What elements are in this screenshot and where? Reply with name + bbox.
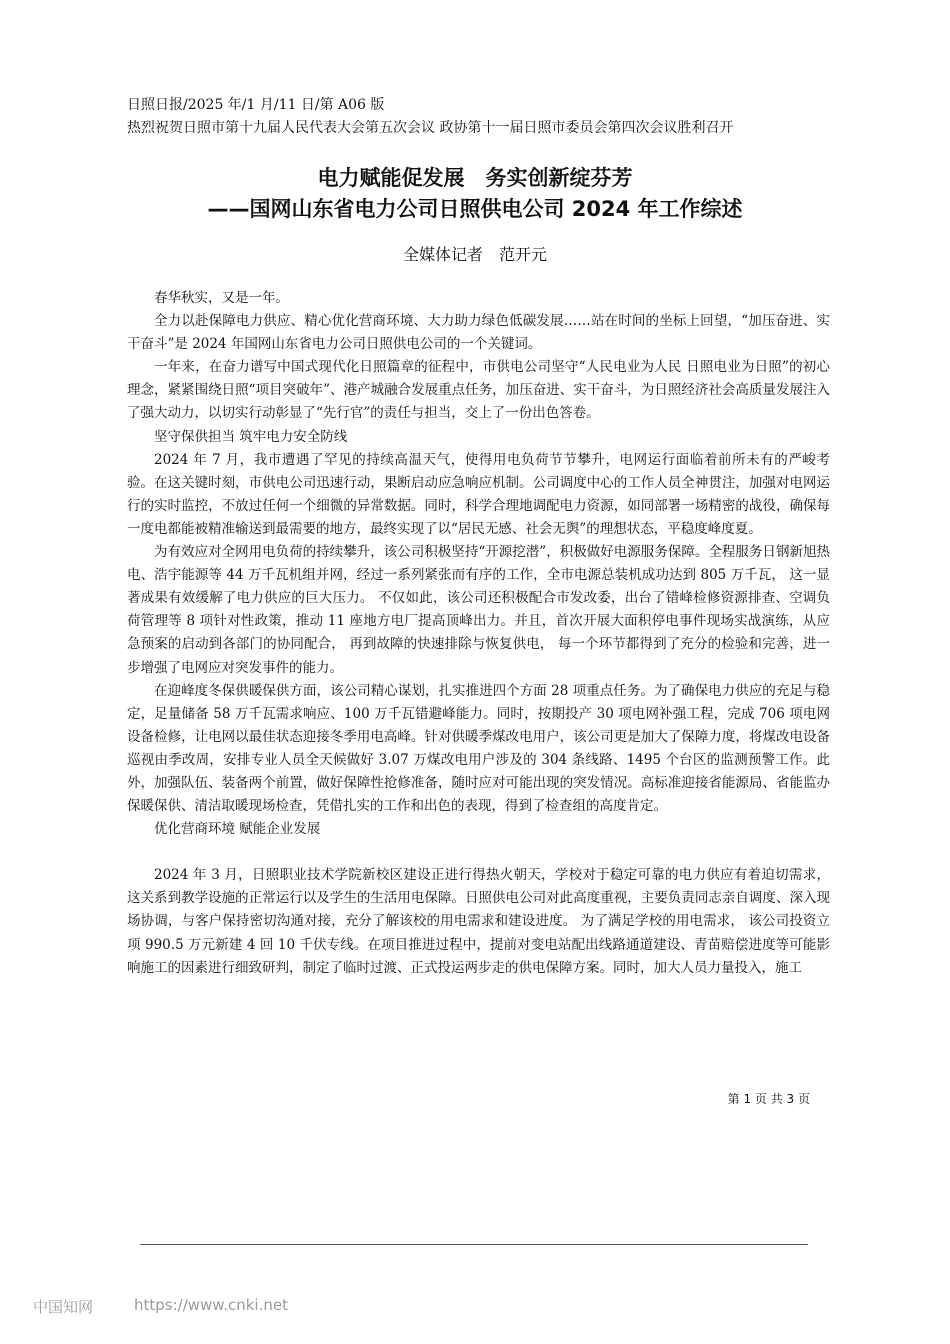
section-heading: 坚守保供担当 筑牢电力安全防线 [154, 428, 348, 445]
article-author: 全媒体记者 范开元 [402, 245, 547, 264]
paragraph: 一年来，在奋力谱写中国式现代化日照篇章的征程中，市供电公司坚守“人民电业为人民 日照电业为日照”的初心理念，紧紧围绕日照“项目突破年”、港产城融合发展重点任务，加压奋进、实干奋斗，为日照经济社会高质量发展注入了强大动力，以切实行动彰显了“先行官”的责任与担当，交上了一份出色答卷。 [127, 359, 830, 422]
source-line: 日照日报/2025 年/1 月/11 日/第 A06 版 [127, 97, 385, 113]
page-indicator: 第 1 页 共 3 页 [727, 1092, 810, 1106]
article-title: 电力赋能促发展 务实创新绽芬芳 [317, 166, 633, 190]
paragraph: 全力以赴保障电力供应、精心优化营商环境、大力助力绿色低碳发展……站在时间的坐标上回望，“加压奋进、实干奋斗”是 2024 年国网山东省电力公司日照供电公司的一个关键词。 [127, 313, 830, 353]
watermark-url: https://www.cnki.net [134, 1296, 288, 1314]
paragraph: 春华秋实，又是一年。 [154, 290, 289, 306]
banner-text: 热烈祝贺日照市第十九届人民代表大会第五次会议 政协第十一届日照市委员会第四次会议胜利召开 [127, 120, 734, 136]
section-heading: 优化营商环境 赋能企业发展 [154, 821, 321, 838]
article-subtitle: ——国网山东省电力公司日照供电公司 2024 年工作综述 [207, 197, 743, 221]
paragraph: 在迎峰度冬保供暖保供方面，该公司精心谋划，扎实推进四个方面 28 项重点任务。为了确保电力供应的充足与稳定，足量储备 58 万千瓦需求响应、100 万千瓦错避峰能力。同时，按期投产 30 项电网补强工程，完成 706 项电网设备检修，让电网以最佳状态迎接冬季用电高峰。针对供暖季煤改电用户，该公司更是加大了保障力度，将煤改电设备巡视由季改周，安排专业人员全天候做好 3.07 万煤改电用户涉及的 304 条线路、1495 个台区的监测预警工作。此外，加强队伍、装备两个前置，做好保障性抢修准备，随时应对可能出现的突发情况。高标准迎接省能源局、省能监办保暖保供、清洁取暖现场检查，凭借扎实的工作和出色的表现，得到了检查组的高度肯定。 [127, 682, 830, 815]
article-body [127, 287, 830, 980]
paragraph: 2024 年 7 月，我市遭遇了罕见的持续高温天气，使得用电负荷节节攀升，电网运行面临着前所未有的严峻考验。在这关键时刻，市供电公司迅速行动，果断启动应急响应机制。公司调度中心的工作人员全神贯注，加强对电网运行的实时监控，不放过任何一个细微的异常数据。同时，科学合理地调配电力资源，如同部署一场精密的战役，确保每一度电都能被精准输送到最需要的地方，最终实现了以“居民无感、社会无舆”的理想状态，平稳度峰度夏。 [127, 451, 830, 537]
watermark-brand: 中国知网 [33, 1298, 94, 1316]
paragraph: 为有效应对全网用电负荷的持续攀升，该公司积极坚持“开源挖潜”，积极做好电源服务保障。全程服务日钢新旭热电、浩宇能源等 44 万千瓦机组并网，经过一系列紧张而有序的工作，全市电源总装机成功达到 805 万千瓦， 这一显著成果有效缓解了电力供应的巨大压力。 不仅如此，该公司还积极配合市发改委，出台了错峰检修资源排查、空调负荷管理等 8 项针对性政策，推动 11 座地方电厂提高顶峰出力。并且，首次开展大面积停电事件现场实战演练，从应急预案的启动到各部门的协同配合， 再到故障的快速排除与恢复供电， 每一个环节都得到了充分的检验和完善，进一步增强了电网应对突发事件的能力。 [127, 544, 830, 676]
footer-divider [140, 1244, 808, 1245]
paragraph: 2024 年 3 月，日照职业技术学院新校区建设正进行得热火朝天，学校对于稳定可靠的电力供应有着迫切需求，这关系到教学设施的正常运行以及学生的生活用电保障。日照供电公司对此高度重视，主要负责同志亲自调度、深入现场协调，与客户保持密切沟通对接，充分了解该校的用电需求和建设进度。 为了满足学校的用电需求， 该公司投资立项 990.5 万元新建 4 回 10 千伏专线。在项目推进过程中，提前对变电站配出线路通道建设、青苗赔偿进度等可能影响施工的因素进行细致研判，制定了临时过渡、正式投运两步走的供电保障方案。同时，加大人员力量投入，施工 [127, 867, 830, 976]
